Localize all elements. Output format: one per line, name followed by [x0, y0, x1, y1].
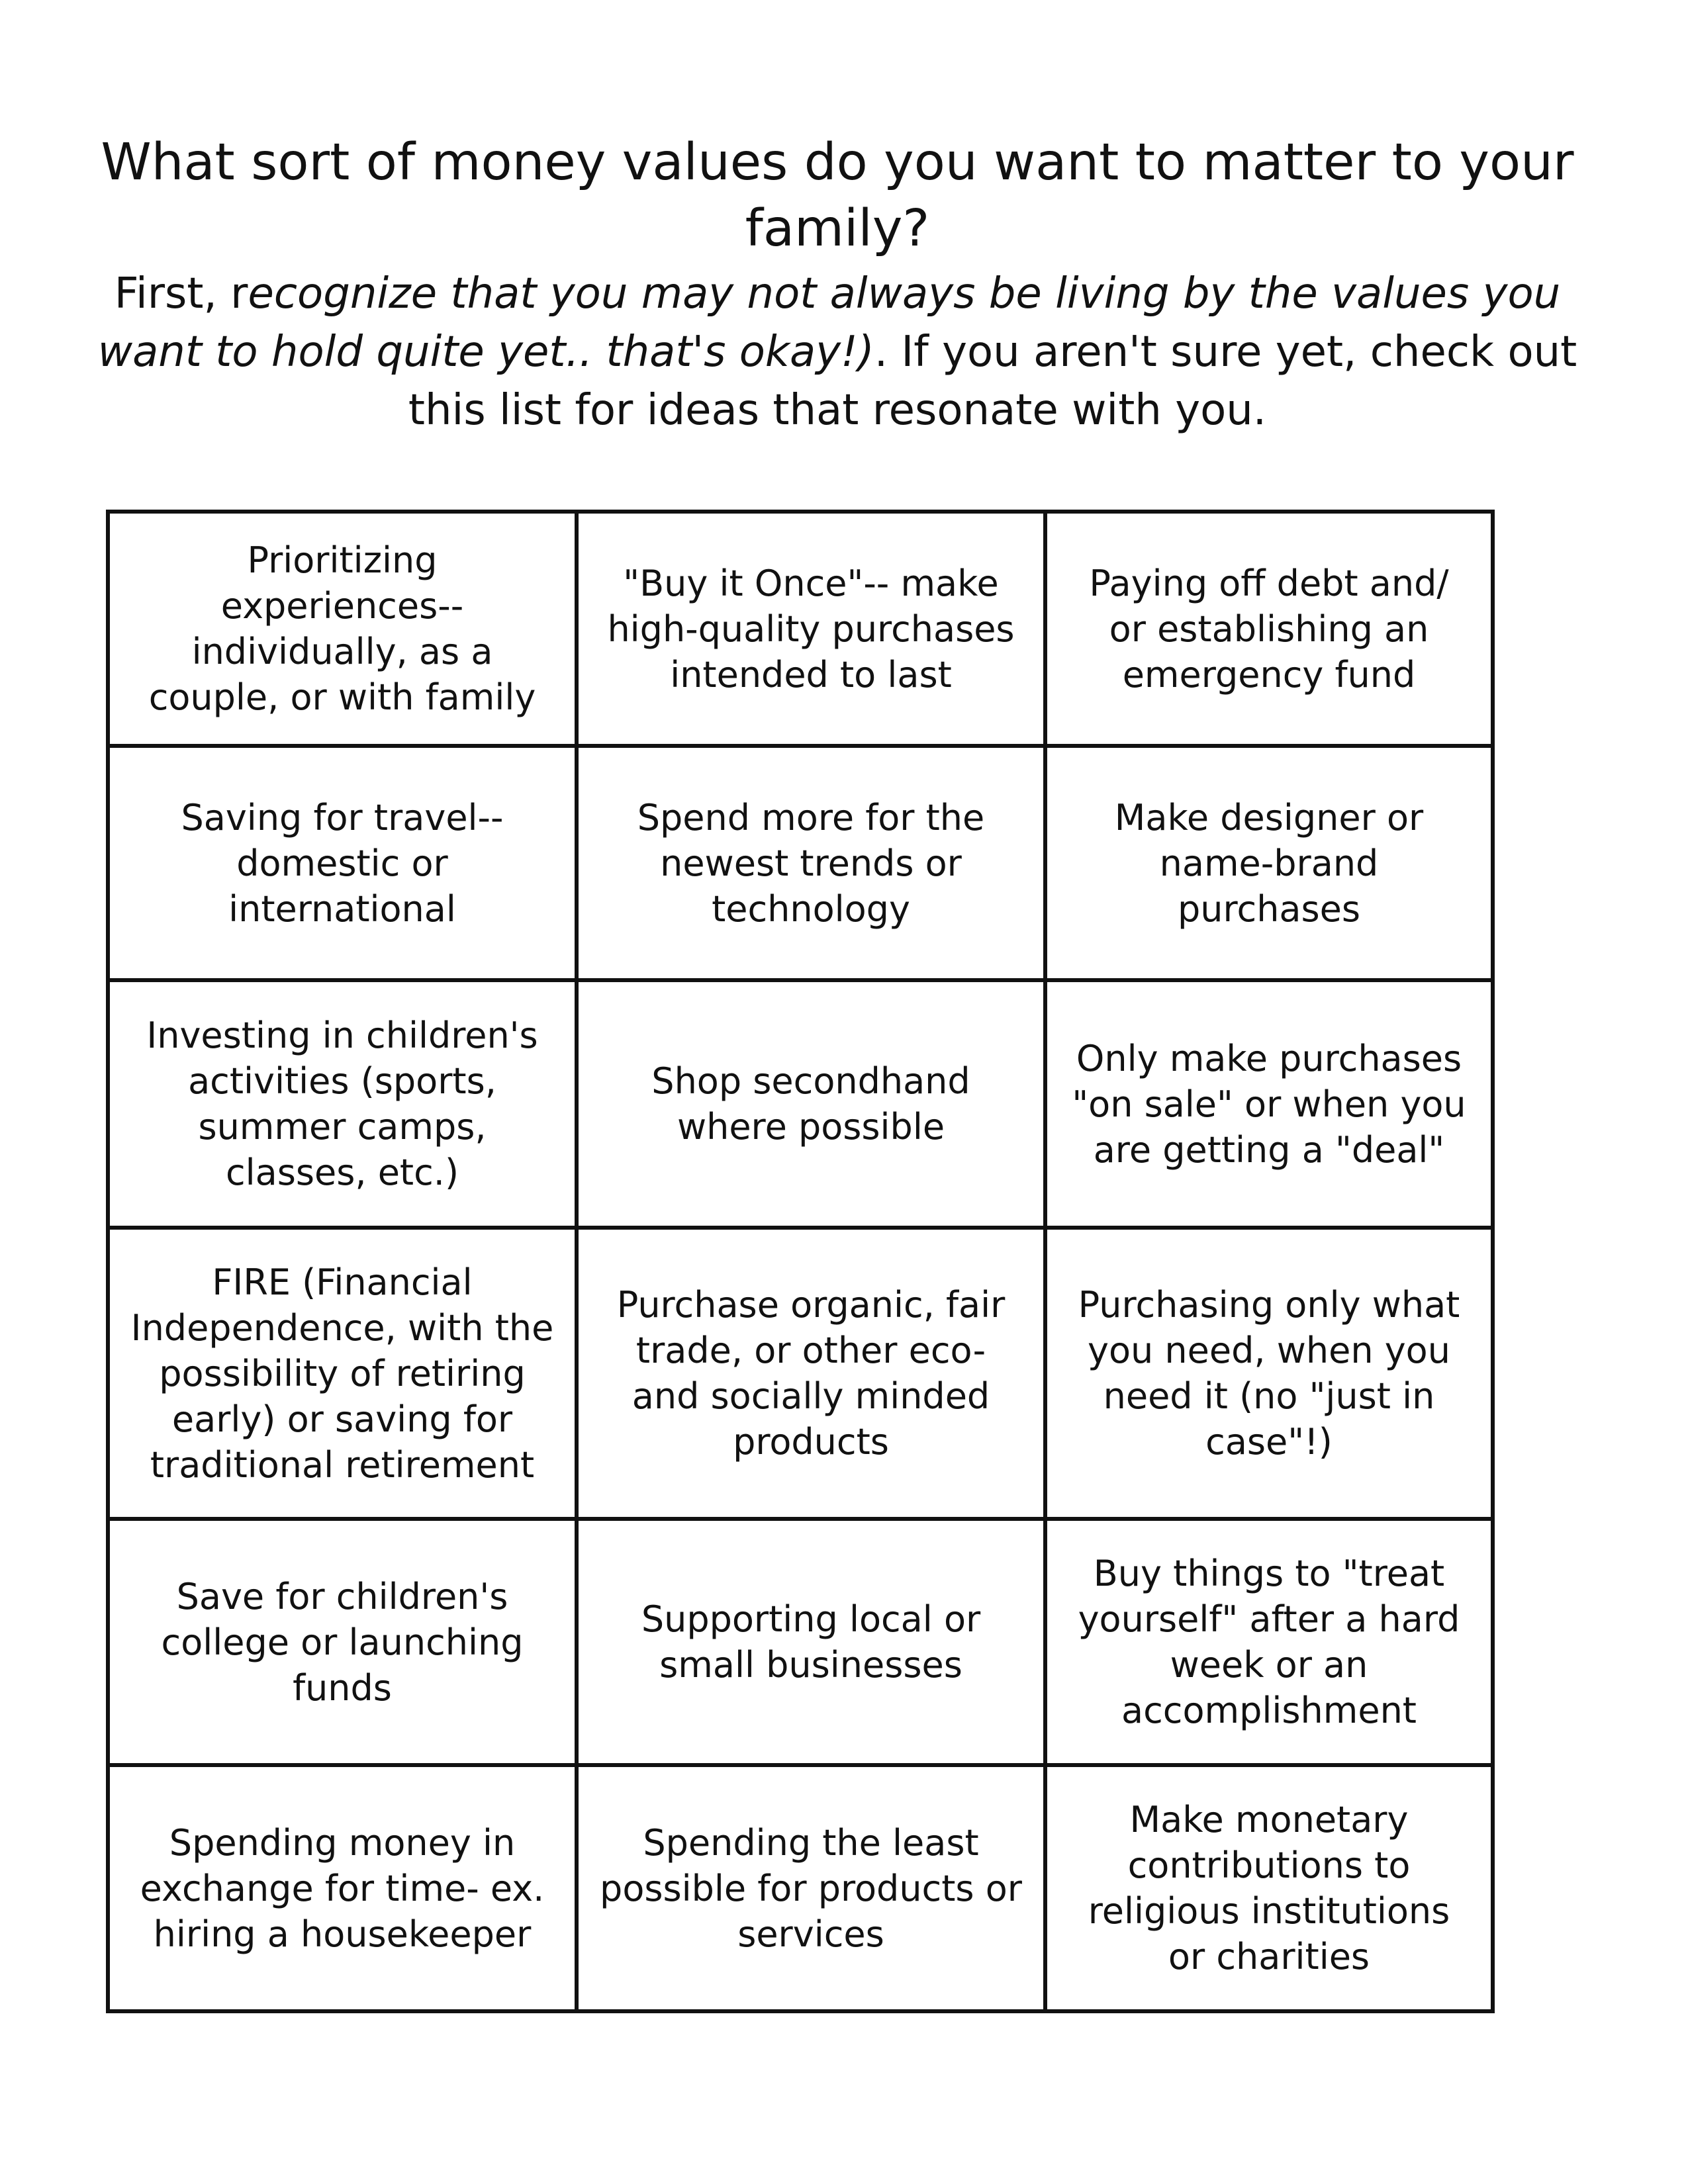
value-cell: Saving for travel--domestic or international	[108, 746, 577, 980]
value-cell: Make designer or name-brand purchases	[1045, 746, 1493, 980]
value-cell: Save for children's college or launching funds	[108, 1519, 577, 1765]
value-cell: Prioritizing experiences--individually, as a couple, or with family	[108, 512, 577, 746]
value-cell: Only make purchases "on sale" or when you are getting a "deal"	[1045, 980, 1493, 1228]
values-grid	[106, 510, 1495, 2013]
value-cell: Make monetary contributions to religious institutions or charities	[1045, 1765, 1493, 2011]
intro-lead: First, r	[114, 269, 248, 318]
grid-row	[108, 1765, 1493, 2011]
value-cell: Shop secondhand where possible	[577, 980, 1045, 1228]
grid-row	[108, 512, 1493, 746]
grid-row	[108, 746, 1493, 980]
value-cell: Buy things to "treat yourself" after a hard week or an accomplishment	[1045, 1519, 1493, 1765]
intro-paragraph	[66, 265, 1609, 439]
intro-italic: ecognize that you may not always be living by the values you want to hold quite yet.. that's okay!)	[97, 269, 1561, 377]
value-cell: Supporting local or small businesses	[577, 1519, 1045, 1765]
value-cell: Purchasing only what you need, when you need it (no "just in case"!)	[1045, 1228, 1493, 1519]
value-cell: FIRE (Financial Independence, with the possibility of retiring early) or saving for traditional retirement	[108, 1228, 577, 1519]
value-cell: Spending money in exchange for time- ex. hiring a housekeeper	[108, 1765, 577, 2011]
value-cell: Paying off debt and/ or establishing an emergency fund	[1045, 512, 1493, 746]
grid-row	[108, 1228, 1493, 1519]
value-cell: Investing in children's activities (sports, summer camps, classes, etc.)	[108, 980, 577, 1228]
value-cell: Purchase organic, fair trade, or other eco- and socially minded products	[577, 1228, 1045, 1519]
value-cell: "Buy it Once"-- make high-quality purchases intended to last	[577, 512, 1045, 746]
value-cell: Spend more for the newest trends or technology	[577, 746, 1045, 980]
page-title: What sort of money values do you want to matter to your family?	[101, 133, 1574, 258]
grid-row	[108, 980, 1493, 1228]
intro-rest: . If you aren't sure yet, check out this list for ideas that resonate with you.	[408, 328, 1577, 435]
grid-row	[108, 1519, 1493, 1765]
value-cell: Spending the least possible for products or services	[577, 1765, 1045, 2011]
